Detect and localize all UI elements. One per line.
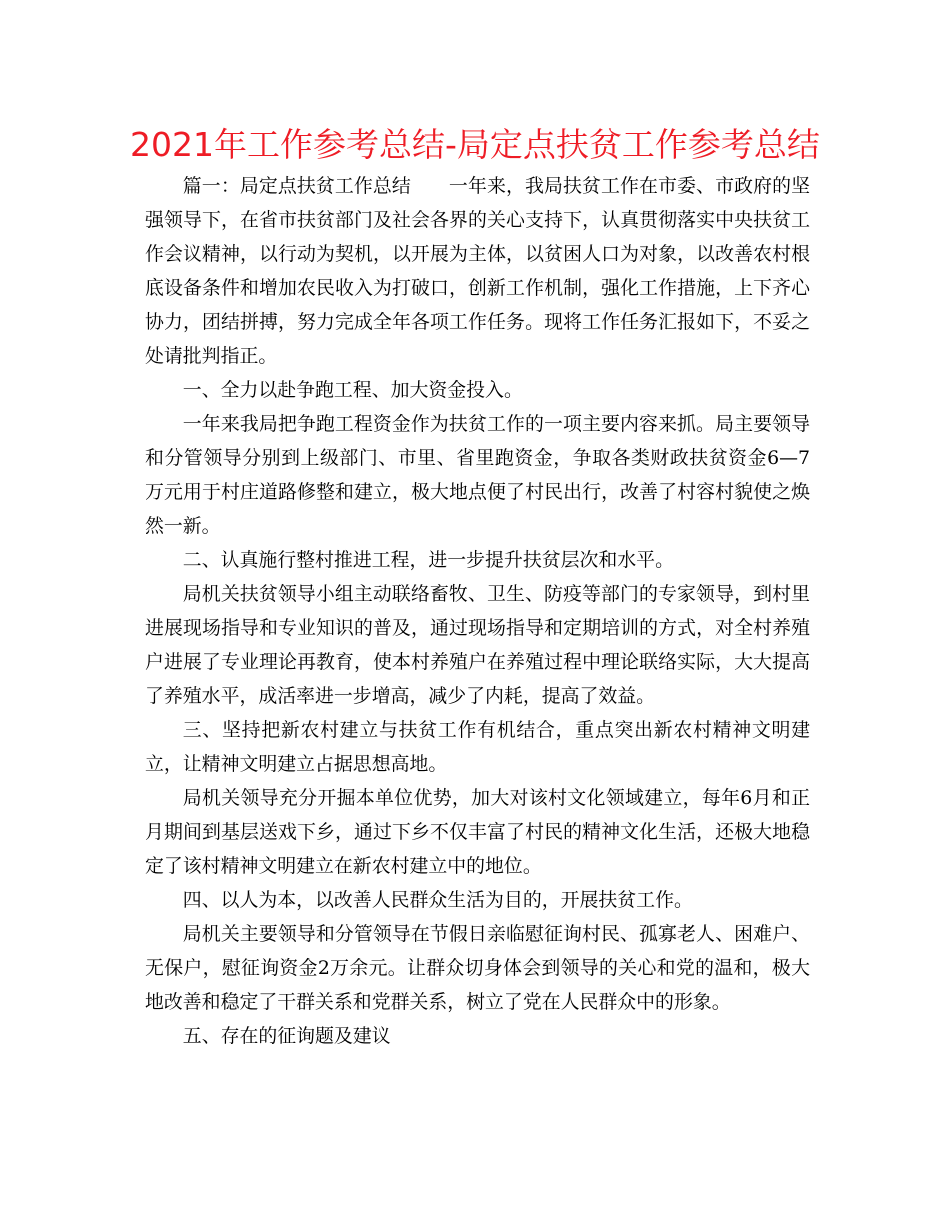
document-body — [145, 169, 810, 1053]
paragraph-1: 一年来我局把争跑工程资金作为扶贫工作的一项主要内容来抓。局主要领导和分管领导分别到上级部门、市里、省里跑资金，争取各类财政扶贫资金6—7万元用于村庄道路修整和建立，极大地点便了村民出行，改善了村容村貌使之焕然一新。 — [145, 413, 810, 537]
section-heading-4: 四、以人为本，以改善人民群众生活为目的，开展扶贫工作。 — [182, 889, 693, 911]
paragraph-2: 局机关扶贫领导小组主动联络畜牧、卫生、防疫等部门的专家领导，到村里进展现场指导和专业知识的普及，通过现场指导和定期培训的方式，对全村养殖户进展了专业理论再教育，使本村养殖户在养殖过程中理论联络实际，大大提高了养殖水平，成活率进一步增高，减少了内耗，提高了效益。 — [145, 583, 810, 707]
section-heading-3: 三、坚持把新农村建立与扶贫工作有机结合，重点突出新农村精神文明建立，让精神文明建立占据思想高地。 — [145, 719, 810, 775]
paragraph-3: 局机关领导充分开掘本单位优势，加大对该村文化领域建立，每年6月和正月期间到基层送戏下乡，通过下乡不仅丰富了村民的精神文化生活，还极大地稳定了该村精神文明建立在新农村建立中的地位。 — [145, 787, 810, 877]
document-title: 2021年工作参考总结-局定点扶贫工作参考总结 — [130, 125, 820, 164]
section-heading-2: 二、认真施行整村推进工程，进一步提升扶贫层次和水平。 — [182, 549, 674, 571]
paragraph-intro: 篇一：局定点扶贫工作总结 一年来，我局扶贫工作在市委、市政府的坚强领导下，在省市扶贫部门及社会各界的关心支持下，认真贯彻落实中央扶贫工作会议精神，以行动为契机，以开展为主体，以贫困人口为对象，以改善农村根底设备条件和增加农民收入为打破口，创新工作机制，强化工作措施，上下齐心协力，团结拼搏，努力完成全年各项工作任务。现将工作任务汇报如下，不妥之处请批判指正。 — [145, 175, 810, 367]
section-heading-5: 五、存在的征询题及建议 — [182, 1025, 391, 1047]
section-heading-1: 一、全力以赴争跑工程、加大资金投入。 — [182, 379, 523, 401]
paragraph-4: 局机关主要领导和分管领导在节假日亲临慰征询村民、孤寡老人、困难户、无保户，慰征询资金2万余元。让群众切身体会到领导的关心和党的温和，极大地改善和稳定了干群关系和党群关系，树立了党在人民群众中的形象。 — [145, 923, 810, 1013]
